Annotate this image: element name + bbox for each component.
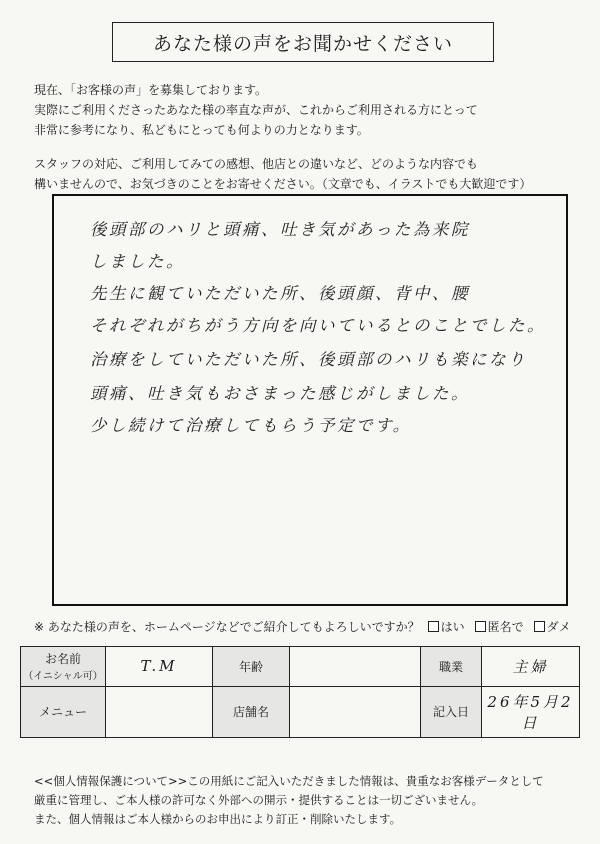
- handwritten-line: 治療をしていただいた所、後頭部のハリも楽になり: [90, 350, 527, 369]
- name-sublabel: （イニシャル可）: [23, 671, 103, 683]
- consent-option-label: 匿名で: [487, 620, 524, 634]
- name-label-cell: [21, 647, 106, 687]
- handwritten-line: 先生に観ていただいた所、後頭顔、背中、腰: [90, 284, 470, 303]
- name-label: お名前: [44, 652, 81, 667]
- store-field[interactable]: [290, 686, 421, 738]
- date-label: 記入日: [421, 686, 482, 738]
- checkbox-icon[interactable]: [428, 621, 439, 632]
- handwritten-line: 頭痛、吐き気もおさまった感じがしました。: [90, 384, 470, 403]
- info-table: [20, 646, 580, 738]
- handwritten-line: しました。: [90, 252, 185, 271]
- consent-question: [34, 618, 594, 635]
- job-label: 職業: [421, 647, 482, 687]
- consent-option-no[interactable]: [534, 618, 571, 635]
- table-row: [21, 647, 580, 687]
- privacy-line: また、個人情報はご本人様からのお申出により訂正・削除いたします。: [34, 812, 402, 826]
- intro-line: 現在、「お客様の声」を募集しております。: [34, 83, 268, 97]
- privacy-line: 厳重に管理し、ご本人様の許可なく外部への開示・提供することは一切ございません。: [34, 793, 484, 807]
- menu-label: メニュー: [21, 686, 106, 738]
- handwritten-line: それぞれがちがう方向を向いているとのことでした。: [90, 316, 546, 335]
- date-field[interactable]: 26年5月2日: [482, 686, 580, 738]
- comment-box: [52, 194, 568, 606]
- privacy-notice: [34, 772, 584, 829]
- name-field[interactable]: T.M: [106, 647, 213, 687]
- intro-line: 構いませんので、お気づきのことをお寄せください。（文章でも、イラストでも大歓迎です）: [34, 177, 532, 191]
- consent-option-yes[interactable]: [428, 618, 465, 635]
- consent-option-label: ダメ: [546, 620, 571, 634]
- intro-text: [34, 80, 574, 194]
- age-label: 年齢: [213, 647, 290, 687]
- intro-line: 非常に参考になり、私どもにとっても何よりの力となります。: [34, 123, 369, 137]
- menu-field[interactable]: [106, 686, 213, 738]
- page-title: あなた様の声をお聞かせください: [112, 22, 494, 62]
- intro-line: スタッフの対応、ご利用してみての感想、他店との違いなど、どのような内容でも: [34, 157, 479, 171]
- consent-option-anonymous[interactable]: [475, 618, 524, 635]
- handwritten-line: 後頭部のハリと頭痛、吐き気があった為来院: [90, 220, 470, 239]
- consent-option-label: はい: [440, 620, 465, 634]
- job-field[interactable]: 主婦: [482, 647, 580, 687]
- consent-question-text: ※ あなた様の声を、ホームページなどでご紹介してもよろしいですか？: [34, 620, 420, 634]
- table-row: [21, 686, 580, 738]
- store-label: 店舗名: [213, 686, 290, 738]
- intro-line: 実際にご利用くださったあなた様の率直な声が、これからご利用される方にとって: [34, 103, 478, 117]
- privacy-line: <<個人情報保護について>>この用紙にご記入いただきました情報は、貴重なお客様データとして: [34, 774, 544, 788]
- checkbox-icon[interactable]: [475, 621, 486, 632]
- checkbox-icon[interactable]: [534, 621, 545, 632]
- handwritten-line: 少し続けて治療してもらう予定です。: [90, 416, 412, 435]
- age-field[interactable]: [290, 647, 421, 687]
